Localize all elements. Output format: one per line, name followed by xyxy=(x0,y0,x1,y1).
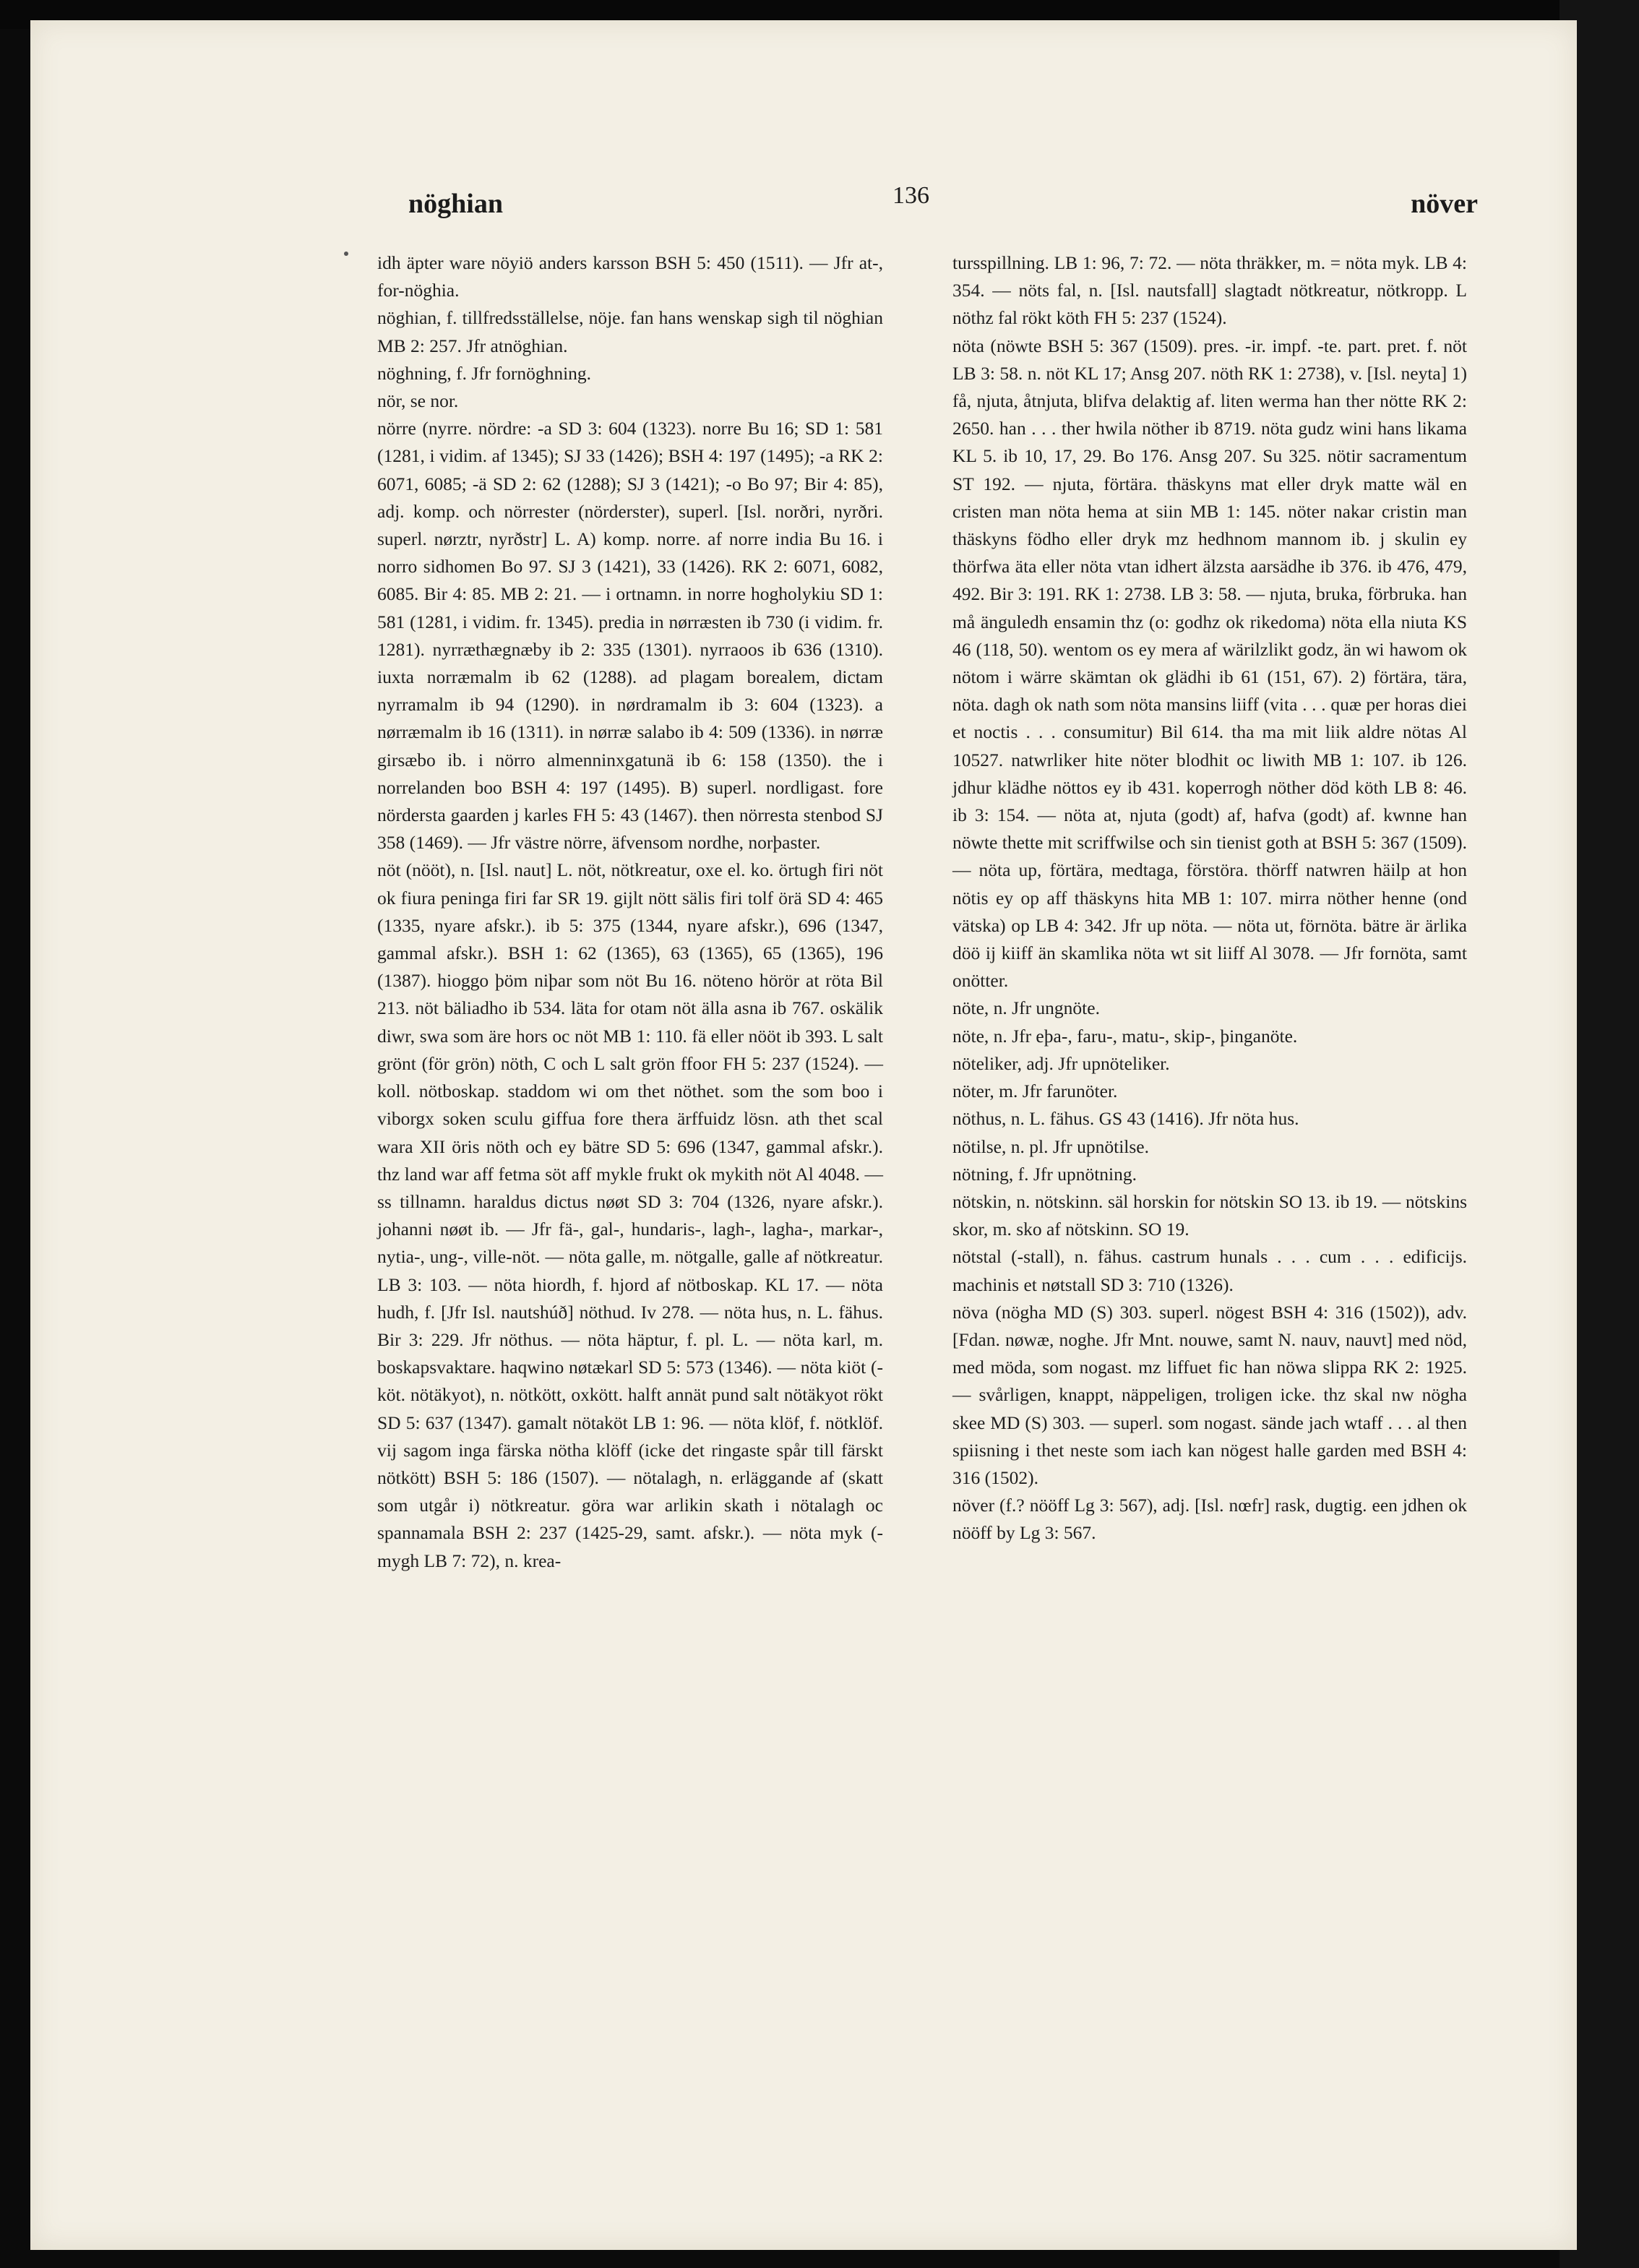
entry-paragraph: tursspillning. LB 1: 96, 7: 72. — nöta thräkker, m. = nöta myk. LB 4: 354. — nöts fal, n. [Isl. nautsfall] slagtadt nötkreatur, nötkropp. L nöthz fal rökt köth FH 5: 237 (1524). xyxy=(952,252,1467,329)
entry-paragraph: nötning, f. Jfr upnötning. xyxy=(952,1163,1137,1185)
entry-paragraph: nöthus, n. L. fähus. GS 43 (1416). Jfr nöta hus. xyxy=(952,1108,1299,1130)
entry-paragraph: nöter, m. Jfr farunöter. xyxy=(952,1081,1118,1102)
entry-paragraph: növa (nögha MD (S) 303. superl. nögest BSH 4: 316 (1502)), adv. [Fdan. nøwæ, noghe. Jfr Mnt. nouwe, samt N. nauv, nauvt] med nöd, med möda, som nogast. mz liffuet fic han nöwa slippa RK 2: 1925. — svårligen, knappt, näppeligen, troligen icke. thz skal nw nögha skee MD (S) 303. — superl. som nogast. sände jach wtaff . . . al then spiisning i thet neste som iach kan nögest halle garden med BSH 4: 316 (1502). xyxy=(952,1301,1467,1488)
page-header xyxy=(408,182,1478,225)
margin-mark xyxy=(344,252,348,256)
header-left-guideword: nöghian xyxy=(408,189,503,219)
left-column xyxy=(377,249,883,1575)
entry-paragraph: nötstal (-stall), n. fähus. castrum hunals . . . cum . . . edificijs. machinis et nøtstall SD 3: 710 (1326). xyxy=(952,1246,1467,1295)
entry-paragraph: nöghning, f. Jfr fornöghning. xyxy=(377,362,592,384)
entry-paragraph: nötilse, n. pl. Jfr upnötilse. xyxy=(952,1135,1149,1157)
entry-paragraph: nötskin, n. nötskinn. säl horskin for nötskin SO 13. ib 19. — nötskins skor, m. sko af nötskinn. SO 19. xyxy=(952,1190,1467,1240)
page-number: 136 xyxy=(892,182,929,209)
entry-paragraph: nöte, n. Jfr ungnöte. xyxy=(952,997,1100,1019)
entry-paragraph: nöta (nöwte BSH 5: 367 (1509). pres. -ir. impf. -te. part. pret. f. nöt LB 3: 58. n. nöt KL 17; Ansg 207. nöth RK 1: 2738), v. [Isl. neyta] 1) få, njuta, åtnjuta, blifva delaktig af. liten werma han ther nötte RK 2: 2650. han . . . ther hwila nöther ib 8719. nöta gudz wini hans likama KL 5. ib 10, 17, 29. Bo 176. Ansg 207. Su 325. nötir sacramentum ST 192. — njuta, förtära. thäskyns mat eller dryk matte wäl en cristen man nöta hema at siin MB 1: 145. nöter nakar cristin man thäskyns födho eller dryk mz hedhnom mannom ib. j skulin ey thörfwa äta eller nöta vtan idhert älzsta aarsädhe ib 376. ib 476, 479, 492. Bir 3: 191. RK 1: 2738. LB 3: 58. — njuta, bruka, förbruka. han må änguledh ensamin thz (o: godhz ok rikedoma) nöta ella niuta KS 46 (118, 50). wentom os ey mera af wärilzlikt godz, än wi hawom ok nötom i wärre skämtan ok glädhi ib 61 (151, 67). 2) förtära, tära, nöta. dagh ok nath som nöta mansins liiff (vita . . . quæ per horas diei et noctis . . . consumitur) Bil 614. tha ma mit liik aldre nötas Al 10527. natwrliker hite nöter blodhit oc liwith MB 1: 107. ib 126. jdhur klädhe nöttos ey ib 431. koperrogh nöther död köth LB 8: 46. ib 3: 154. — nöta at, njuta (godt) af, hafva (godt) af. kwnne han nöwte thette mit scriffwilse och sin tienist goth at BSH 5: 367 (1509). — nöta up, förtära, medtaga, förstöra. thörff natwren häilp at hon nötis ey op aff thäskyns hita MB 1: 107. mirra nöther henne (ond vätska) op LB 4: 342. Jfr up nöta. — nöta ut, förnöta. bätre är ärlika döö ij kiiff än skamlika nöta wt sit liiff Al 3078. — Jfr fornöta, samt onötter. xyxy=(952,335,1467,992)
entry-paragraph: nöt (nööt), n. [Isl. naut] L. nöt, nötkreatur, oxe el. ko. örtugh firi nöt ok fiura peninga firi far SR 19. gijlt nött sälis firi tolf örä SD 4: 465 (1335, nyare afskr.). ib 5: 375 (1344, nyare afskr.), 696 (1347, gammal afskr.). BSH 1: 62 (1365), 63 (1365), 65 (1365), 196 (1387). hioggo þöm niþar som nöt Bu 16. nöteno hörör at röta Bil 213. nöt bäliadho ib 534. läta for otam nöt älla asna ib 767. oskälik diwr, swa som äre hors oc nöt MB 1: 110. fä eller nööt ib 393. L salt grönt (för grön) nöth, C och L salt grön ffoor FH 5: 237 (1524). — koll. nötboskap. staddom wi om thet nöthet. som the som boo i viborgx soken sculu giffua fore thera ärffuidz lösn. ath thet scal wara XII öris nöth och ey bätre SD 5: 696 (1347, gammal afskr.). thz land war aff fetma söt aff mykle frukt ok mykith nöt Al 4048. — ss tillnamn. haraldus dictus nøøt SD 3: 704 (1326, nyare afskr.). johanni nøøt ib. — Jfr fä-, gal-, hundaris-, lagh-, lagha-, markar-, nytia-, ung-, ville-nöt. — nöta galle, m. nötgalle, galle af nötkreatur. LB 3: 103. — nöta hiordh, f. hjord af nötboskap. KL 17. — nöta hudh, f. [Jfr Isl. nautshúð] nöthud. Iv 278. — nöta hus, n. L. fähus. Bir 3: 229. Jfr nöthus. — nöta häptur, f. pl. L. — nöta karl, m. boskapsvaktare. haqwino nøtækarl SD 5: 573 (1346). — nöta kiöt (-köt. nötäkyot), n. nötkött, oxkött. halft annät pund salt nötäkyot rökt SD 5: 637 (1347). gamalt nötaköt LB 1: 96. — nöta klöf, f. nötklöf. vij sagom inga färska nötha klöff (icke det ringaste spår till färskt nötkött) BSH 5: 186 (1507). — nötalagh, n. erläggande af (skatt som utgår i) nötkreatur. göra war arlikin skath i nötalagh oc spannamala BSH 2: 237 (1425-29, samt. afskr.). — nöta myk (-mygh LB 7: 72), n. krea- xyxy=(377,859,883,1571)
entry-paragraph: idh äpter ware nöyiö anders karsson BSH 5: 450 (1511). — Jfr at-, for-nöghia. xyxy=(377,252,883,301)
entry-paragraph: nöte, n. Jfr eþa-, faru-, matu-, skip-, þinganöte. xyxy=(952,1025,1298,1047)
entry-paragraph: nöghian, f. tillfredsställelse, nöje. fan hans wenskap sigh til nöghian MB 2: 257. Jfr atnöghian. xyxy=(377,307,883,356)
entry-paragraph: nör, se nor. xyxy=(377,390,459,412)
right-column xyxy=(952,249,1467,1547)
entry-paragraph: nörre (nyrre. nördre: -a SD 3: 604 (1323). norre Bu 16; SD 1: 581 (1281, i vidim. af 1345); SJ 33 (1426); BSH 4: 197 (1495); -a RK 2: 6071, 6085; -ä SD 2: 62 (1288); SJ 3 (1421); -o Bo 97; Bir 4: 85), adj. komp. och nörrester (nörderster), superl. [Isl. norðri, nyrðri. superl. nørztr, nyrðstr] L. A) komp. norre. af norre india Bu 16. i norro sidhomen Bo 97. SJ 3 (1421), 33 (1426). RK 2: 6071, 6082, 6085. Bir 4: 85. MB 2: 21. — i ortnamn. in norre hogholykiu SD 1: 581 (1281, i vidim. fr. 1345). predia in nørræsten ib 730 (i vidim. fr. 1281). nyrræthægnæby ib 2: 335 (1301). nyrraoos ib 636 (1310). iuxta norræmalm ib 62 (1288). ad plagam borealem, dictam nyrramalm ib 94 (1290). in nørdramalm ib 3: 604 (1323). a nørræmalm ib 16 (1311). in nørræ salabo ib 4: 509 (1336). in nørræ girsæbo ib. i nörro almenninxgatunä ib 6: 158 (1350). the i norrelanden boo BSH 4: 197 (1495). B) superl. nordligast. fore nördersta gaarden j karles FH 5: 43 (1467). then nörresta stenbod SJ 358 (1469). — Jfr västre nörre, äfvensom nordhe, norþaster. xyxy=(377,418,883,854)
header-right-guideword: növer xyxy=(1411,189,1478,219)
entry-paragraph: növer (f.? nööff Lg 3: 567), adj. [Isl. nœfr] rask, dugtig. een jdhen ok nööff by Lg 3: 567. xyxy=(952,1495,1467,1544)
entry-paragraph: nöteliker, adj. Jfr upnöteliker. xyxy=(952,1052,1170,1074)
